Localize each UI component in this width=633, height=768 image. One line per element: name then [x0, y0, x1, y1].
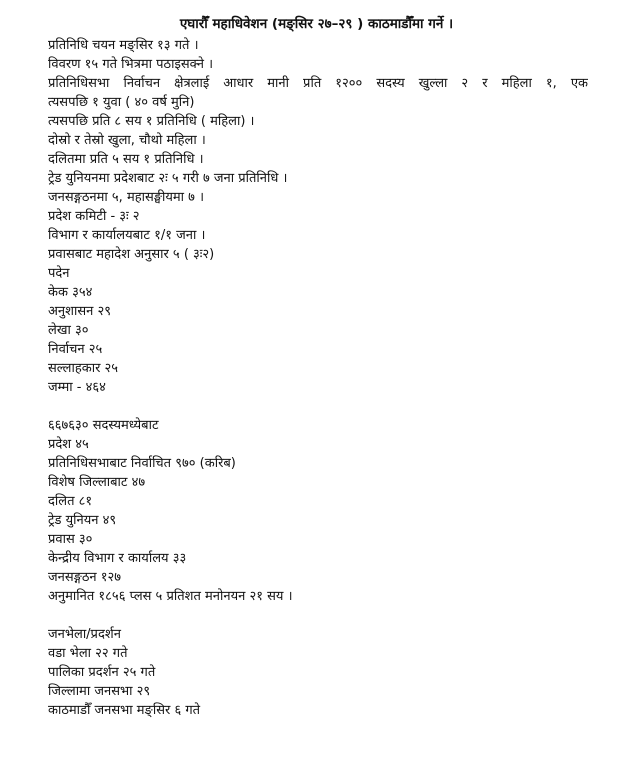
text-line: वडा भेला २२ गते: [48, 646, 128, 661]
text-line: अनुशासन २९: [48, 304, 112, 319]
text-line: जनसङ्गठन १२७: [48, 570, 122, 585]
text-line: लेखा ३०: [48, 323, 89, 338]
text-line: प्रतिनिधिसभा निर्वाचन क्षेत्रलाई आधार मानी प्रति १२०० सदस्य खुल्ला २ र महिला १, एक: [48, 76, 588, 91]
text-line: त्यसपछि प्रति ८ सय १ प्रतिनिधि ( महिला) ।: [48, 114, 255, 129]
paragraph-gap: [48, 606, 608, 625]
document-title: एघारौँ महाधिवेशन (मङ्सिर २७–२९ ) काठमाडौँमा गर्ने ।: [179, 16, 454, 32]
paragraph-gap: [48, 397, 608, 416]
text-line: जनभेला/प्रदर्शन: [48, 627, 121, 642]
text-line: प्रतिनिधिसभाबाट निर्वाचित ९७० (करिब): [48, 456, 236, 471]
text-line: प्रतिनिधि चयन मङ्सिर १३ गते ।: [48, 38, 199, 53]
text-line: पदेन: [48, 266, 70, 281]
text-line: ६६७६३० सदस्यमध्येबाट: [48, 418, 159, 433]
text-line: प्रवास ३०: [48, 532, 93, 547]
text-line: जम्मा - ४६४: [48, 380, 106, 395]
text-line: प्रदेश ४५: [48, 437, 89, 452]
text-line: ट्रेड युनियन ४९: [48, 513, 117, 528]
text-line: जनसङ्गठनमा ५, महासङ्घीयमा ७ ।: [48, 190, 205, 205]
text-line: दोस्रो र तेस्रो खुला, चौथो महिला ।: [48, 133, 206, 148]
text-line: जिल्लामा जनसभा २९: [48, 684, 151, 699]
text-line: केन्द्रीय विभाग र कार्यालय ३३: [48, 551, 187, 566]
text-line: केक ३५४: [48, 285, 93, 300]
text-line: निर्वाचन २५: [48, 342, 103, 357]
text-line: त्यसपछि १ युवा ( ४० वर्ष मुनि): [48, 95, 195, 110]
text-line: दलित ८१: [48, 494, 93, 509]
text-line: ट्रेड युनियनमा प्रदेशबाट २ः ५ गरी ७ जना प्रतिनिधि ।: [48, 171, 288, 186]
text-line: पालिका प्रदर्शन २५ गते: [48, 665, 156, 680]
text-line: विशेष जिल्लाबाट ४७: [48, 475, 146, 490]
text-line: प्रवासबाट महादेश अनुसार ५ ( ३ः२): [48, 247, 215, 262]
text-line: काठमाडौँ जनसभा मङ्सिर ६ गते: [48, 703, 201, 718]
text-line: विवरण १५ गते भित्रमा पठाइसक्ने ।: [48, 57, 214, 72]
text-line: सल्लाहकार २५: [48, 361, 119, 376]
text-line: प्रदेश कमिटी - ३ः २: [48, 209, 140, 224]
text-line: अनुमानित १८५६ प्लस ५ प्रतिशत मनोनयन २१ सय ।: [48, 589, 293, 604]
text-line: दलितमा प्रति ५ सय १ प्रतिनिधि ।: [48, 152, 204, 167]
document-body: [48, 36, 608, 720]
text-line: विभाग र कार्यालयबाट १/१ जना ।: [48, 228, 206, 243]
